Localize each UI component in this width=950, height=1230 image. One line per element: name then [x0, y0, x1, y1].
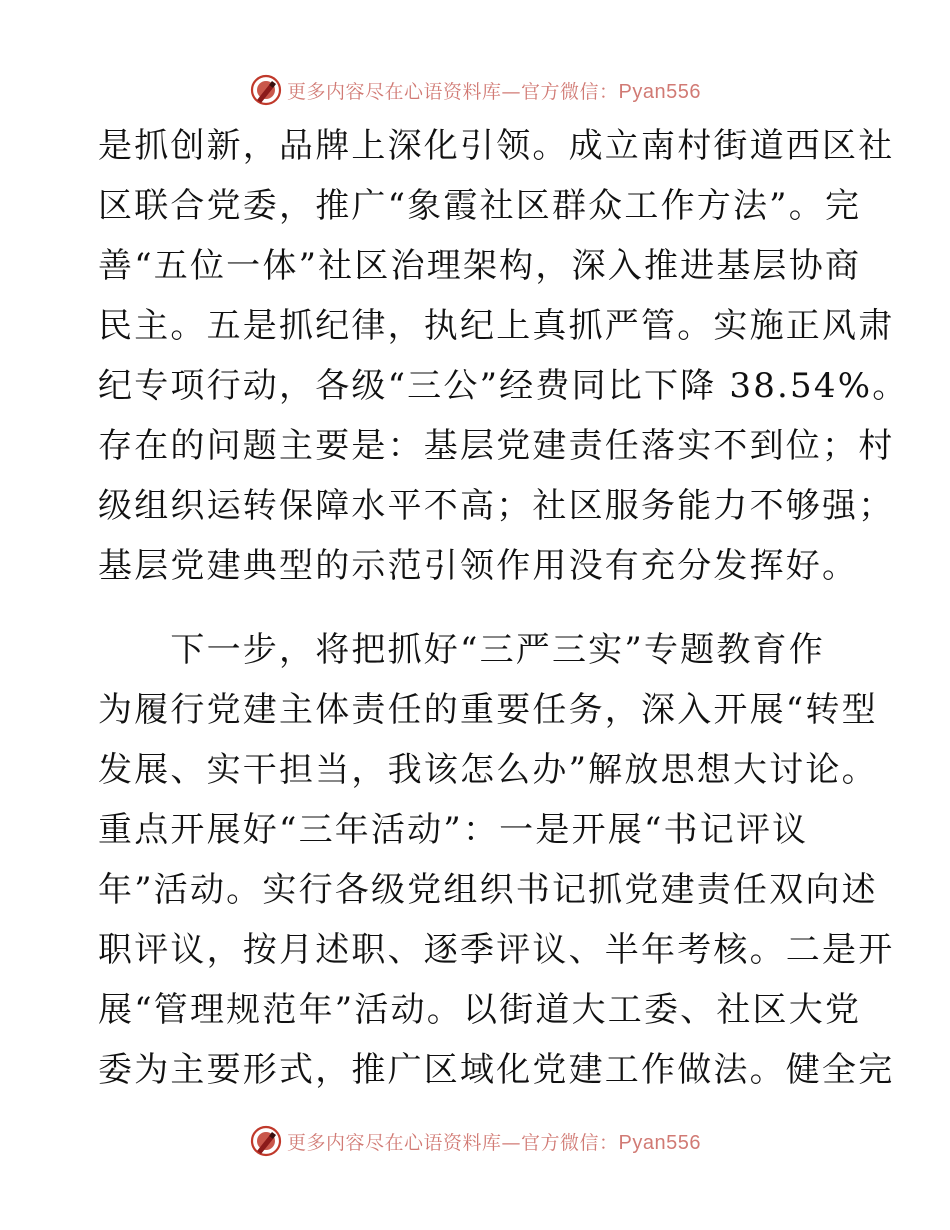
text-line: 委为主要形式，推广区域化党建工作做法。健全完 — [98, 1050, 895, 1090]
text-line: 级组织运转保障水平不高；社区服务能力不够强； — [98, 486, 895, 526]
paragraph-spacer — [98, 596, 858, 620]
text-line: 纪专项行动，各级“三公”经费同比下降 38.54%。 — [98, 366, 909, 406]
watermark-text: 更多内容尽在心语资料库—官方微信： — [287, 1131, 619, 1154]
watermark-id: Pyan556 — [618, 80, 701, 103]
text-line: 下一步，将把抓好“三严三实”专题教育作 — [98, 630, 825, 670]
text-line: 是抓创新，品牌上深化引领。成立南村街道西区社 — [98, 126, 895, 166]
watermark-id: Pyan556 — [618, 1131, 701, 1154]
footer-watermark — [0, 1121, 950, 1161]
text-line: 区联合党委，推广“象霞社区群众工作方法”。完 — [98, 186, 862, 226]
paragraph — [98, 116, 909, 596]
header-watermark — [0, 70, 950, 110]
text-line: 年”活动。实行各级党组织书记抓党建责任双向述 — [98, 870, 878, 910]
pen-seal-icon — [249, 73, 283, 107]
text-line: 基层党建典型的示范引领作用没有充分发挥好。 — [98, 546, 859, 586]
text-line: 民主。五是抓纪律，执纪上真抓严管。实施正风肃 — [98, 306, 895, 346]
text-line: 发展、实干担当，我该怎么办”解放思想大讨论。 — [98, 750, 878, 790]
document-body — [98, 116, 909, 1100]
text-line: 为履行党建主体责任的重要任务，深入开展“转型 — [98, 690, 878, 730]
text-line: 存在的问题主要是：基层党建责任落实不到位；村 — [98, 426, 895, 466]
watermark-text: 更多内容尽在心语资料库—官方微信： — [287, 80, 619, 103]
text-line: 职评议，按月述职、逐季评议、半年考核。二是开 — [98, 930, 895, 970]
text-line: 重点开展好“三年活动”：一是开展“书记评议 — [98, 810, 809, 850]
paragraph — [98, 620, 895, 1100]
pen-seal-icon — [249, 1124, 283, 1158]
text-line: 善“五位一体”社区治理架构，深入推进基层协商 — [98, 246, 862, 286]
text-line: 展“管理规范年”活动。以街道大工委、社区大党 — [98, 990, 862, 1030]
